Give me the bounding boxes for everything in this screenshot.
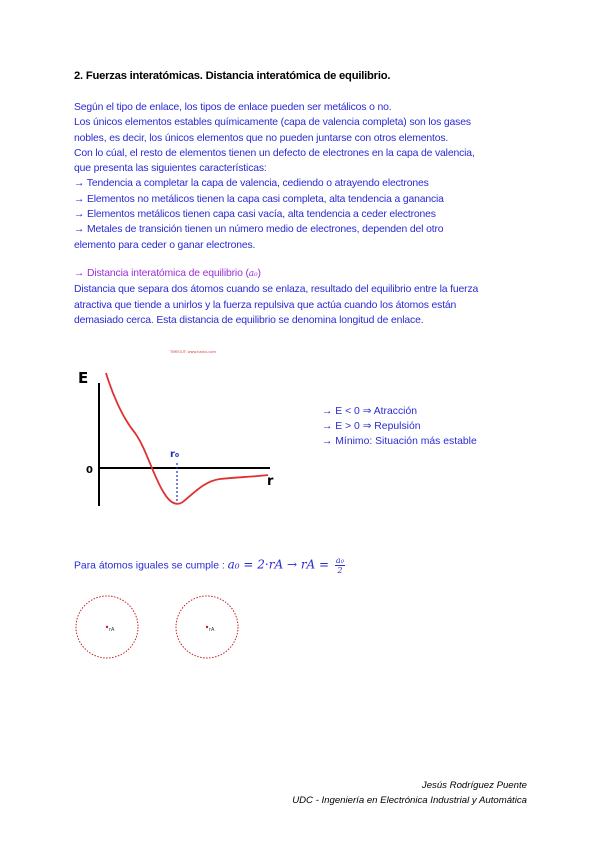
- legend-repulsion: → E > 0 ⇒ Repulsión: [322, 421, 421, 433]
- intro-paragraph: [74, 100, 475, 253]
- fraction-denominator: 2: [337, 566, 343, 575]
- equilibrium-line-1: Distancia que separa dos átomos cuando se enlaza, resultado del equilibrio entre la fuerza: [74, 284, 479, 296]
- graph-r0-label: r₀: [170, 449, 180, 460]
- formula-prefix: Para átomos iguales se cumple :: [74, 560, 225, 572]
- equilibrium-title-text: → Distancia interatómica de equilibrio (: [74, 268, 249, 279]
- footer-institution: UDC - Ingeniería en Electrónica Industrial y Automática: [292, 795, 527, 806]
- graph-tiny-caption: TIMEOUT: www.hacks.com: [170, 350, 216, 354]
- intro-line: → Metales de transición tienen un número medio de electrones, dependen del otro: [74, 224, 444, 236]
- intro-line: nobles, es decir, los únicos elementos que no pueden juntarse con otros elementos.: [74, 132, 449, 144]
- graph-y-label: E: [78, 369, 89, 387]
- graph-origin-label: 0: [86, 465, 93, 476]
- legend-minimum: → Mínimo: Situación más estable: [322, 436, 477, 448]
- footer-author: Jesús Rodríguez Puente: [421, 780, 527, 791]
- intro-line: elemento para ceder o ganar electrones.: [74, 239, 256, 251]
- intro-line: → Elementos no metálicos tienen la capa casi completa, alta tendencia a ganancia: [74, 193, 444, 205]
- formula-fraction: [335, 556, 345, 575]
- equilibrium-line-2: atractiva que tiende a unirlos y la fuerza repulsiva que actúa cuando los átomos están: [74, 299, 457, 311]
- intro-line: que presenta las siguientes características:: [74, 163, 267, 175]
- equal-atoms-formula: [74, 556, 345, 575]
- equilibrium-section: [74, 266, 478, 328]
- atom-left-label: rA: [109, 627, 115, 633]
- legend-attraction: → E < 0 ⇒ Atracción: [322, 406, 418, 417]
- graph-legend: [322, 404, 477, 450]
- intro-line: → Elementos metálicos tienen capa casi vacía, alta tendencia a ceder electrones: [74, 209, 436, 221]
- a0-symbol: a₀: [248, 269, 258, 279]
- equilibrium-title: [74, 266, 478, 282]
- atoms-diagram: [70, 590, 250, 670]
- atom-left-center: [106, 626, 108, 628]
- fraction-numerator: a₀: [335, 556, 344, 565]
- section-heading: 2. Fuerzas interatómicas. Distancia interatómica de equilibrio.: [74, 70, 391, 82]
- intro-line: → Tendencia a completar la capa de valencia, cediendo o atrayendo electrones: [74, 178, 429, 190]
- energy-distance-graph: [80, 345, 290, 520]
- intro-line: Con lo cúal, el resto de elementos tienen un defecto de electrones en la capa de valencia,: [74, 147, 475, 159]
- equilibrium-line-3: demasiado cerca. Esta distancia de equilibrio se denomina longitud de enlace.: [74, 314, 424, 326]
- equilibrium-title-close: ): [257, 268, 261, 279]
- intro-line: Según el tipo de enlace, los tipos de enlace pueden ser metálicos o no.: [74, 102, 392, 113]
- graph-x-label: r: [267, 474, 274, 489]
- formula-expression: a₀ = 2·rA → rA =: [227, 557, 333, 572]
- intro-line: Los únicos elementos estables químicamente (capa de valencia completa) son los gases: [74, 117, 471, 129]
- atom-right-label: rA: [209, 627, 215, 633]
- energy-curve: [106, 373, 268, 504]
- atom-right-center: [206, 626, 208, 628]
